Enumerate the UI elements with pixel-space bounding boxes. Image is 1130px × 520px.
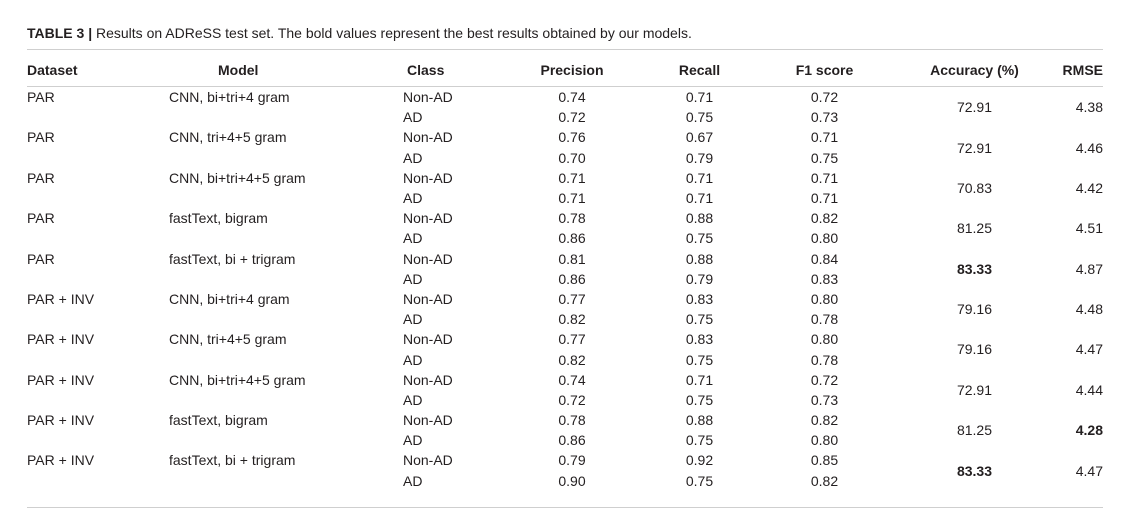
cell-empty — [169, 269, 403, 289]
cell-f1: 0.71 — [810, 190, 839, 207]
cell-empty — [169, 430, 403, 450]
bottom-rule — [27, 507, 1103, 508]
cell-f1: 0.83 — [810, 270, 839, 287]
cell-f1: 0.80 — [810, 230, 839, 247]
cell-precision: 0.82 — [558, 311, 586, 328]
cell-class: Non-AD — [403, 371, 453, 388]
cell-precision: 0.86 — [558, 432, 586, 449]
cell-class: Non-AD — [403, 452, 453, 469]
cell-recall: 0.88 — [685, 250, 714, 267]
table-row — [27, 450, 1103, 470]
cell-f1: 0.82 — [810, 210, 839, 227]
header-accuracy: Accuracy (%) — [930, 62, 1019, 78]
cell-recall: 0.83 — [685, 290, 714, 307]
cell-empty — [27, 269, 169, 289]
cell-accuracy: 72.91 — [956, 139, 993, 156]
cell-empty — [169, 188, 403, 208]
cell-class: Non-AD — [403, 169, 453, 186]
cell-class: Non-AD — [403, 331, 453, 348]
cell-precision: 0.76 — [558, 129, 586, 146]
cell-precision: 0.71 — [558, 169, 586, 186]
cell-empty — [27, 228, 169, 248]
table-row — [27, 168, 1103, 188]
cell-class: AD — [403, 311, 423, 328]
cell-empty — [169, 471, 403, 491]
cell-recall: 0.71 — [637, 87, 762, 108]
cell-dataset: PAR — [27, 210, 55, 227]
cell-precision: 0.72 — [558, 391, 586, 408]
cell-empty — [169, 349, 403, 369]
cell-class: AD — [403, 190, 423, 207]
cell-precision: 0.74 — [507, 87, 637, 108]
table-row — [27, 87, 1103, 108]
cell-empty — [27, 309, 169, 329]
cell-class: AD — [403, 351, 423, 368]
cell-empty — [169, 309, 403, 329]
cell-f1: 0.73 — [810, 109, 839, 126]
cell-f1: 0.85 — [810, 452, 839, 469]
cell-accuracy: 70.83 — [956, 179, 993, 196]
header-f1: F1 score — [795, 62, 854, 78]
cell-empty — [27, 471, 169, 491]
cell-empty — [27, 107, 169, 127]
cell-class: AD — [403, 432, 423, 449]
cell-recall: 0.83 — [685, 331, 714, 348]
cell-f1: 0.84 — [810, 250, 839, 267]
cell-precision: 0.81 — [558, 250, 586, 267]
cell-recall: 0.71 — [685, 190, 714, 207]
cell-empty — [169, 228, 403, 248]
cell-f1: 0.72 — [762, 87, 887, 108]
cell-recall: 0.75 — [685, 391, 714, 408]
cell-recall: 0.79 — [685, 149, 714, 166]
cell-class: Non-AD — [403, 210, 453, 227]
cell-recall: 0.79 — [685, 270, 714, 287]
cell-precision: 0.78 — [558, 210, 586, 227]
cell-class: AD — [403, 270, 423, 287]
cell-dataset: PAR + INV — [27, 331, 95, 348]
cell-class: AD — [403, 472, 423, 489]
table-row — [27, 289, 1103, 309]
cell-dataset: PAR — [27, 87, 169, 108]
cell-recall: 0.88 — [685, 210, 714, 227]
cell-model: CNN, tri+4+5 gram — [169, 129, 287, 146]
cell-f1: 0.71 — [810, 129, 839, 146]
table-row — [27, 329, 1103, 349]
cell-recall: 0.71 — [685, 169, 714, 186]
cell-empty — [27, 148, 169, 168]
cell-empty — [169, 390, 403, 410]
results-table — [27, 54, 1103, 491]
cell-rmse: 4.42 — [1075, 179, 1103, 196]
cell-class: AD — [403, 149, 423, 166]
cell-model: CNN, tri+4+5 gram — [169, 331, 287, 348]
cell-accuracy: 81.25 — [956, 422, 993, 439]
cell-empty — [27, 188, 169, 208]
cell-class: Non-AD — [403, 412, 453, 429]
cell-class: Non-AD — [403, 290, 453, 307]
cell-model: fastText, bigram — [169, 412, 268, 429]
cell-class: AD — [403, 109, 423, 126]
cell-recall: 0.75 — [685, 109, 714, 126]
table-caption — [27, 25, 692, 41]
header-class: Class — [407, 62, 445, 78]
cell-class: Non-AD — [403, 87, 507, 108]
cell-precision: 0.74 — [558, 371, 586, 388]
cell-precision: 0.86 — [558, 270, 586, 287]
cell-class: AD — [403, 230, 423, 247]
cell-model: fastText, bi + trigram — [169, 250, 296, 267]
cell-f1: 0.80 — [810, 290, 839, 307]
cell-recall: 0.67 — [685, 129, 714, 146]
cell-model: fastText, bigram — [169, 210, 268, 227]
cell-recall: 0.75 — [685, 311, 714, 328]
table-caption-label: TABLE 3 | — [27, 25, 93, 41]
header-dataset: Dataset — [27, 62, 78, 78]
cell-dataset: PAR + INV — [27, 371, 95, 388]
cell-empty — [27, 430, 169, 450]
cell-precision: 0.70 — [558, 149, 586, 166]
cell-accuracy: 79.16 — [956, 301, 993, 318]
cell-precision: 0.82 — [558, 351, 586, 368]
cell-precision: 0.90 — [558, 472, 586, 489]
cell-class: Non-AD — [403, 129, 453, 146]
cell-accuracy: 81.25 — [956, 220, 993, 237]
cell-recall: 0.75 — [685, 230, 714, 247]
cell-precision: 0.78 — [558, 412, 586, 429]
cell-dataset: PAR + INV — [27, 412, 95, 429]
cell-accuracy: 72.91 — [887, 87, 1062, 128]
table-row — [27, 410, 1103, 430]
table-row — [27, 249, 1103, 269]
header-precision: Precision — [540, 62, 604, 78]
cell-precision: 0.71 — [558, 190, 586, 207]
cell-recall: 0.92 — [685, 452, 714, 469]
cell-f1: 0.71 — [810, 169, 839, 186]
cell-f1: 0.72 — [810, 371, 839, 388]
cell-dataset: PAR + INV — [27, 290, 95, 307]
cell-recall: 0.71 — [685, 371, 714, 388]
cell-recall: 0.88 — [685, 412, 714, 429]
header-model: Model — [218, 62, 259, 78]
cell-class: Non-AD — [403, 250, 453, 267]
cell-f1: 0.80 — [810, 432, 839, 449]
cell-rmse: 4.46 — [1075, 139, 1103, 156]
table-row — [27, 127, 1103, 147]
cell-dataset: PAR — [27, 250, 55, 267]
cell-f1: 0.78 — [810, 311, 839, 328]
cell-model: CNN, bi+tri+4+5 gram — [169, 169, 306, 186]
cell-precision: 0.72 — [558, 109, 586, 126]
cell-accuracy: 83.33 — [956, 260, 993, 277]
cell-dataset: PAR — [27, 169, 55, 186]
cell-rmse: 4.38 — [1062, 87, 1103, 128]
cell-precision: 0.77 — [558, 290, 586, 307]
cell-model: CNN, bi+tri+4 gram — [169, 87, 403, 108]
cell-rmse: 4.47 — [1075, 341, 1103, 358]
cell-class: AD — [403, 391, 423, 408]
cell-empty — [27, 349, 169, 369]
top-rule — [27, 49, 1103, 50]
cell-f1: 0.73 — [810, 391, 839, 408]
cell-accuracy: 72.91 — [956, 381, 993, 398]
cell-f1: 0.82 — [810, 412, 839, 429]
cell-rmse: 4.48 — [1075, 301, 1103, 318]
cell-f1: 0.78 — [810, 351, 839, 368]
cell-model: CNN, bi+tri+4 gram — [169, 290, 290, 307]
cell-precision: 0.77 — [558, 331, 586, 348]
cell-f1: 0.80 — [810, 331, 839, 348]
header-recall: Recall — [678, 62, 721, 78]
cell-rmse: 4.44 — [1075, 381, 1103, 398]
table-caption-text: Results on ADReSS test set. The bold values represent the best results obtained by our models. — [92, 25, 692, 41]
cell-accuracy: 79.16 — [956, 341, 993, 358]
cell-dataset: PAR — [27, 129, 55, 146]
cell-recall: 0.75 — [685, 351, 714, 368]
cell-recall: 0.75 — [685, 432, 714, 449]
cell-dataset: PAR + INV — [27, 452, 95, 469]
cell-precision: 0.79 — [558, 452, 586, 469]
cell-model: CNN, bi+tri+4+5 gram — [169, 371, 306, 388]
cell-precision: 0.86 — [558, 230, 586, 247]
table-row — [27, 370, 1103, 390]
cell-rmse: 4.51 — [1075, 220, 1103, 237]
cell-rmse: 4.87 — [1075, 260, 1103, 277]
table-body — [27, 87, 1103, 491]
cell-rmse: 4.28 — [1075, 422, 1103, 439]
cell-accuracy: 83.33 — [956, 462, 993, 479]
cell-empty — [27, 390, 169, 410]
cell-rmse: 4.47 — [1075, 462, 1103, 479]
cell-f1: 0.82 — [810, 472, 839, 489]
header-rmse: RMSE — [1062, 62, 1103, 78]
cell-empty — [169, 148, 403, 168]
cell-model: fastText, bi + trigram — [169, 452, 296, 469]
table-row — [27, 208, 1103, 228]
cell-empty — [169, 107, 403, 127]
cell-recall: 0.75 — [685, 472, 714, 489]
table-header-row — [27, 54, 1103, 87]
cell-f1: 0.75 — [810, 149, 839, 166]
